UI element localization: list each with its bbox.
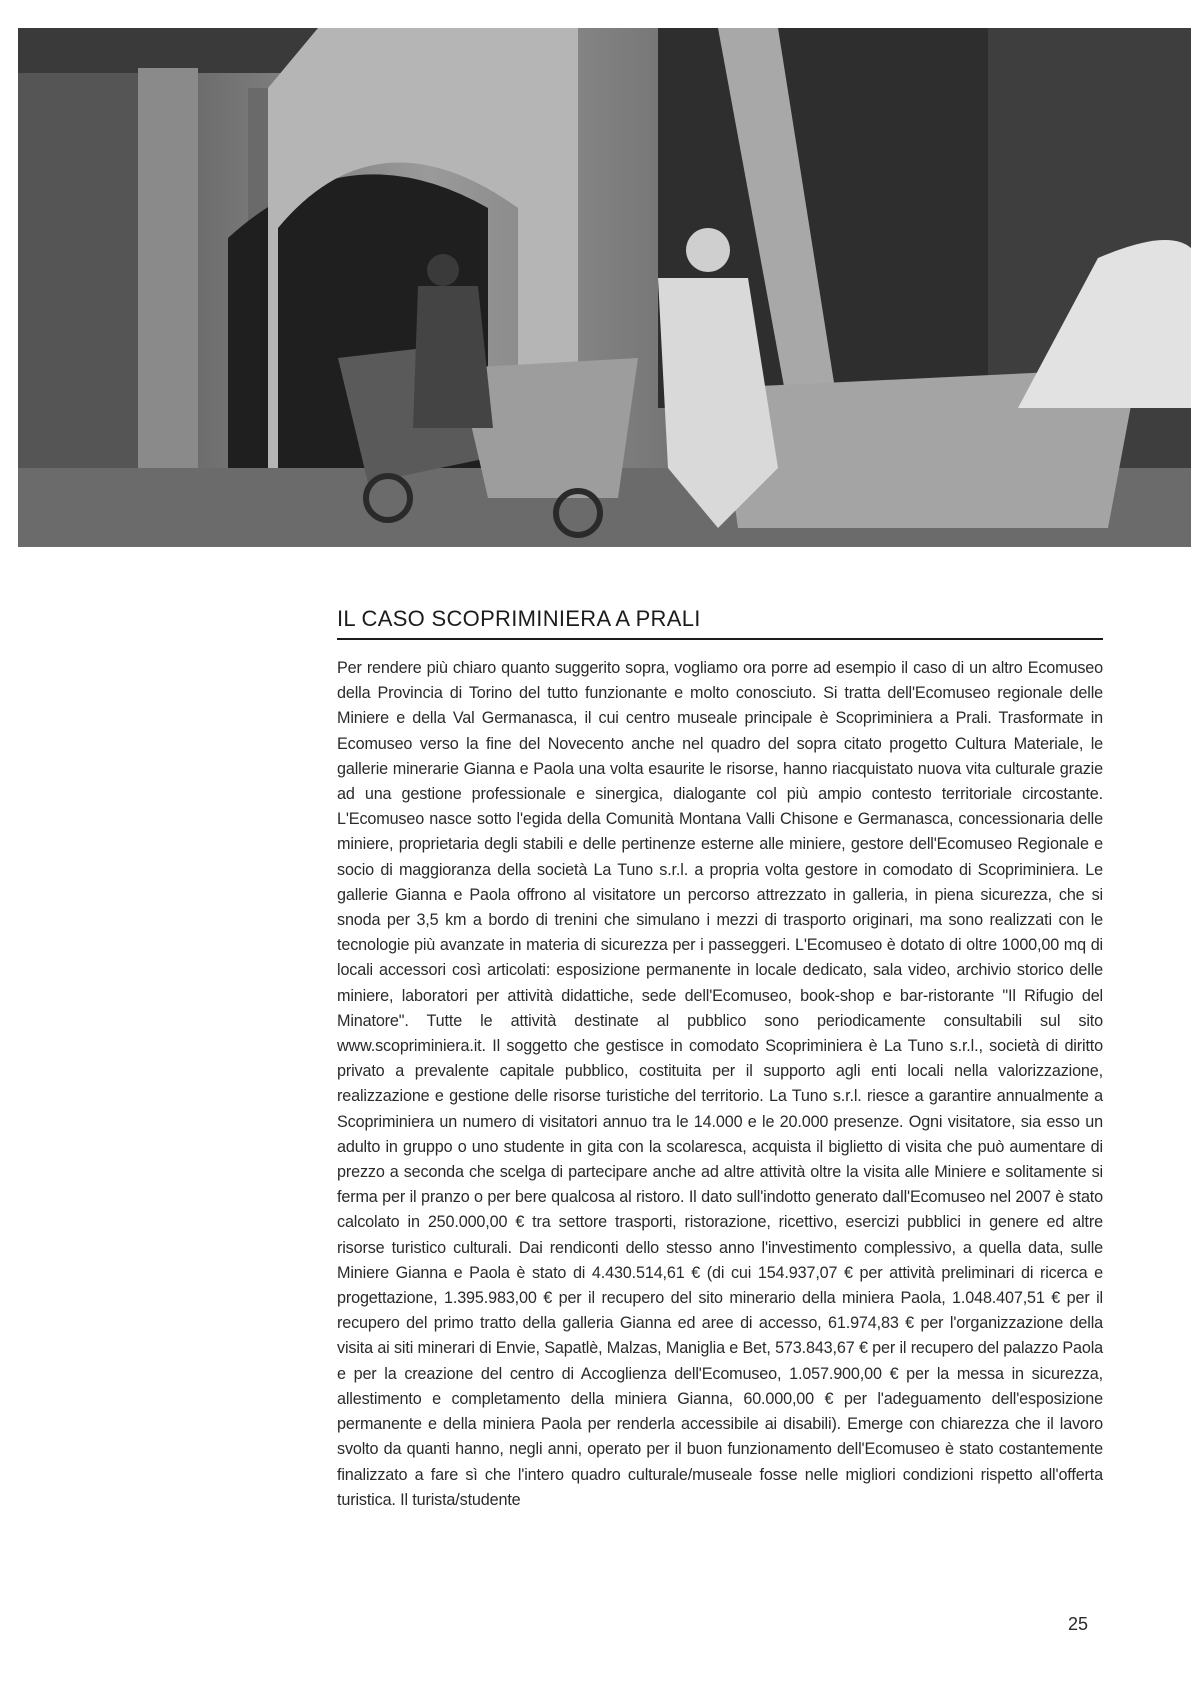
section-title: IL CASO SCOPRIMINIERA A PRALI (337, 606, 1103, 640)
body-text: Per rendere più chiaro quanto suggerito sopra, vogliamo ora porre ad esempio il caso di un altro Ecomuseo della Provincia di Torino del tutto funzionante e molto conosciuto. Si tratta dell'Ecomuseo regionale delle Miniere e della Val Germanasca, il cui centro museale principale è Scopriminiera a Prali. Trasformate in Ecomuseo verso la fine del Novecento anche nel quadro del sopra citato progetto Cultura Materiale, le gallerie minerarie Gianna e Paola una volta esaurite le risorse, hanno riacquistato nuova vita culturale grazie ad una gestione professionale e sinergica, dialogante col più ampio contesto territoriale circostante. L'Ecomuseo nasce sotto l'egida della Comunità Montana Valli Chisone e Germanasca, concessionaria delle miniere, proprietaria degli stabili e delle pertinenze esterne alle miniere, gestore dell'Ecomuseo Regionale e socio di maggioranza della società La Tuno s.r.l. a propria volta gestore in comodato di Scopriminiera. Le gallerie Gianna e Paola offrono al visitatore un percorso attrezzato in galleria, in piena sicurezza, che si snoda per 3,5 km a bordo di trenini che simulano i mezzi di trasporto originari, ma sono realizzati con le tecnologie più avanzate in materia di sicurezza per i passeggeri. L'Ecomuseo è dotato di oltre 1000,00 mq di locali accessori così articolati: esposizione permanente in locale dedicato, sala video, archivio storico delle miniere, laboratori per attività didattiche, sede dell'Ecomuseo, book-shop e bar-ristorante "Il Rifugio del Minatore". Tutte le attività destinate al pubblico sono periodicamente consultabili sul sito www.scopriminiera.it. Il soggetto che gestisce in comodato Scopriminiera è La Tuno s.r.l., società di diritto privato a prevalente capitale pubblico, costituita per il supporto agli enti locali nella valorizzazione, realizzazione e gestione delle risorse turistiche del territorio. La Tuno s.r.l. riesce a garantire annualmente a Scopriminiera un numero di visitatori annuo tra le 14.000 e le 20.000 presenze. Ogni visitatore, sia esso un adulto in gruppo o uno studente in gita con la scolaresca, acquista il biglietto di visita che può aumentare di prezzo a seconda che scelga di partecipare anche ad altre attività oltre la visita alle Miniere e solitamente si ferma per il pranzo o per bere qualcosa al ristoro. Il dato sull'indotto generato dall'Ecomuseo nel 2007 è stato calcolato in 250.000,00 € tra settore trasporti, ristorazione, ricettivo, esercizi pubblici in genere ed altre risorse turistico culturali. Dai rendiconti dello stesso anno l'investimento complessivo, a quella data, sulle Miniere Gianna e Paola è stato di 4.430.514,61 € (di cui 154.937,07 € per attività preliminari di ricerca e progettazione, 1.395.983,00 € per il recupero del sito minerario della miniera Paola, 1.048.407,51 € per il recupero del primo tratto della galleria Gianna ed aree di accesso, 61.974,83 € per l'organizzazione della visita ai siti minerari di Envie, Sapatlè, Malzas, Maniglia e Bet, 573.843,67 € per il recupero del palazzo Paola e per la creazione del centro di Accoglienza dell'Ecomuseo, 1.057.900,00 € per la messa in sicurezza, allestimento e completamento della miniera Gianna, 60.000,00 € per l'adeguamento dell'esposizione permanente e della miniera Paola per renderla accessibile ai disabili). Emerge con chiarezza che il lavoro svolto da quanti hanno, negli anni, operato per il buon funzionamento dell'Ecomuseo è stato costantemente finalizzato a fare sì che l'intero quadro culturale/museale fosse nelle migliori condizioni rispetto all'offerta turistica. Il turista/studente (337, 659, 1103, 1509)
mine-workers-photo (18, 28, 1191, 547)
photo-illustration (18, 28, 1191, 547)
page-number: 25 (1068, 1614, 1089, 1634)
